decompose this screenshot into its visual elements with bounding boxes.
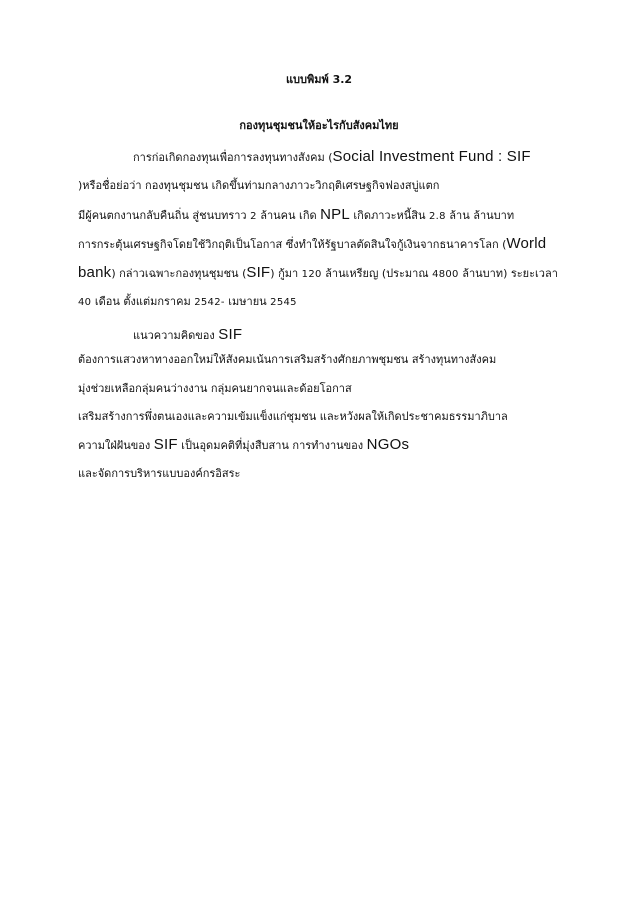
para2-line1-english: SIF bbox=[218, 326, 243, 343]
para1-line2-text: )หรือชื่อย่อว่า กองทุนชุมชน เกิดขึ้นท่ามกลางภาวะวิกฤติเศรษฐกิจฟองสบู่แตก bbox=[78, 179, 440, 192]
para2-line4 bbox=[78, 409, 508, 425]
para2-line5 bbox=[78, 437, 409, 454]
para1-line5-number-a: 120 bbox=[301, 269, 322, 280]
para1-line5-text-b: ) กู้มา bbox=[270, 267, 302, 280]
para1-line3-number-b: 2.8 bbox=[428, 211, 446, 222]
para2-line5-text-a: ความใฝ่ฝันของ bbox=[78, 439, 154, 452]
document-title: กองทุนชุมชนให้อะไรกับสังคมไทย bbox=[239, 119, 399, 132]
para1-line3-text-b: ล้านคน เกิด bbox=[256, 209, 321, 222]
para1-line5-english-b: SIF bbox=[246, 264, 271, 281]
para1-line6-number-a: 40 bbox=[78, 297, 92, 308]
para2-line6 bbox=[78, 466, 240, 482]
para1-line3-text-d: ล้าน ล้านบาท bbox=[445, 209, 515, 222]
para2-line2 bbox=[78, 352, 496, 368]
para1-line6-text-b: เมษายน bbox=[224, 295, 271, 308]
para2-line5-text-b: เป็นอุดมคติที่มุ่งสืบสาน การทำงานของ bbox=[177, 439, 367, 452]
para2-line6-text: และจัดการบริหารแบบองค์กรอิสระ bbox=[78, 467, 241, 480]
para1-line3 bbox=[78, 207, 514, 225]
para1-line5-text-a: ) กล่าวเฉพาะกองทุนชุมชน ( bbox=[111, 267, 247, 280]
para2-line1-text: แนวความคิดของ bbox=[133, 329, 219, 342]
para2-line3 bbox=[78, 381, 352, 397]
para1-line4-text: การกระตุ้นเศรษฐกิจโดยใช้วิกฤติเป็นโอกาส ซึ่งทำให้รัฐบาลตัดสินใจกู้เงินจากธนาคารโลก ( bbox=[78, 238, 507, 251]
para1-line3-number-a: 2 bbox=[250, 211, 257, 222]
para1-line5-text-d: ล้านบาท) ระยะเวลา bbox=[458, 267, 558, 280]
para1-line1 bbox=[133, 149, 531, 166]
para2-line2-text: ต้องการแสวงหาทางออกใหม่ให้สังคมเน้นการเสริมสร้างศักยภาพชุมชน สร้างทุนทางสังคม bbox=[78, 353, 497, 366]
para2-line5-english-b: NGOs bbox=[366, 436, 410, 453]
para1-line6 bbox=[78, 294, 297, 311]
para1-line6-number-b: 2542- bbox=[194, 297, 225, 308]
para2-line1 bbox=[133, 327, 242, 344]
para1-line5-english-a: bank bbox=[78, 264, 112, 281]
para1-line3-npl: NPL bbox=[320, 206, 350, 223]
para1-line4-english: World bbox=[506, 235, 547, 252]
para1-line2 bbox=[78, 178, 439, 194]
para1-line4 bbox=[78, 236, 546, 253]
para1-line3-text-a: มีผู้คนตกงานกลับคืนถิ่น สู่ชนบทราว bbox=[78, 209, 251, 222]
para2-line3-text: มุ่งช่วยเหลือกลุ่มคนว่างงาน กลุ่มคนยากจนและด้อยโอกาส bbox=[78, 382, 352, 395]
para1-line6-text-a: เดือน ตั้งแต่มกราคม bbox=[91, 295, 195, 308]
form-label: แบบพิมพ์ 3.2 bbox=[285, 73, 353, 86]
para1-line3-text-c: เกิดภาวะหนี้สิน bbox=[349, 209, 429, 222]
para1-line1-text: การก่อเกิดกองทุนเพื่อการลงทุนทางสังคม ( bbox=[133, 151, 333, 164]
para1-line1-english: Social Investment Fund : SIF bbox=[332, 148, 531, 165]
para1-line5-text-c: ล้านเหรียญ (ประมาณ bbox=[321, 267, 433, 280]
para2-line5-english-a: SIF bbox=[153, 436, 178, 453]
para1-line5-number-b: 4800 bbox=[432, 269, 459, 280]
para1-line5 bbox=[78, 265, 558, 283]
para2-line4-text: เสริมสร้างการพึ่งตนเองและความเข้มแข็งแก่ชุมชน และหวังผลให้เกิดประชาคมธรรมาภิบาล bbox=[78, 410, 508, 423]
para1-line6-number-c: 2545 bbox=[270, 297, 297, 308]
